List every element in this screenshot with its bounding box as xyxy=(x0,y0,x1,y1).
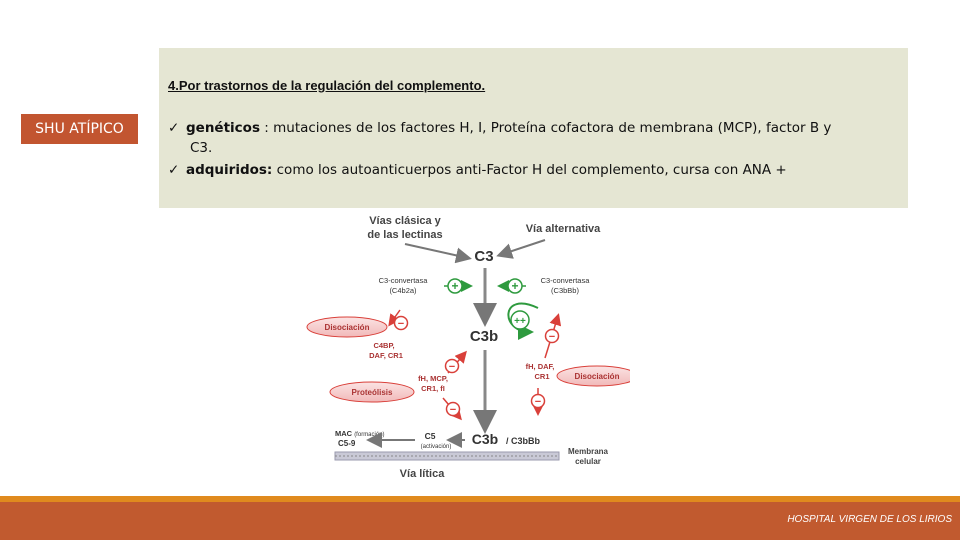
lytic-pathway-label: Vía lítica xyxy=(399,468,445,480)
c3b-bottom-label: C3b xyxy=(471,431,499,447)
c3-convertase-right-1: C3-convertasa xyxy=(540,276,590,285)
bullet-genetic xyxy=(168,118,903,158)
proteolysis-label: Proteólisis xyxy=(351,388,393,397)
classic-arrow xyxy=(405,244,468,258)
minus-sign: − xyxy=(397,318,405,330)
c3-convertase-right-2: (C3bBb) xyxy=(551,286,579,295)
bullet-genetic-continuation: C3. xyxy=(190,140,213,156)
membrane-label-2: celular xyxy=(575,457,601,466)
plus-sign: + xyxy=(511,279,519,293)
plus-plus-sign: ++ xyxy=(514,316,526,327)
classic-pathway-label-2: de las lectinas xyxy=(367,229,443,241)
c3b-label: C3b xyxy=(469,328,499,345)
classic-pathway-label-1: Vías clásica y xyxy=(369,215,441,227)
alternative-pathway-label: Vía alternativa xyxy=(525,223,601,235)
checkmark-icon: ✓ xyxy=(168,162,180,178)
minus-sign: − xyxy=(534,396,542,408)
left-regulators-2: DAF, CR1 xyxy=(369,351,403,360)
minus-sign: − xyxy=(449,404,457,416)
mac-formation-text: (formación) xyxy=(354,432,385,438)
dissociation-right-label: Disociación xyxy=(574,372,620,381)
bullet-acquired-label: adquiridos: xyxy=(186,162,273,178)
footer-hospital-name: HOSPITAL VIRGEN DE LOS LIRIOS xyxy=(787,514,952,525)
bullet-acquired xyxy=(168,160,903,180)
right-regulators-2: CR1 xyxy=(534,372,550,381)
c3-convertase-left-1: C3-convertasa xyxy=(378,276,428,285)
checkmark-icon: ✓ xyxy=(168,120,180,136)
c3bbb-label: / C3bBb xyxy=(506,436,541,446)
mid-regulators-1: fH, MCP, xyxy=(418,374,448,383)
mac-text: MAC xyxy=(335,429,353,438)
c5-activation-label: (activación) xyxy=(420,444,452,450)
side-tag: SHU ATÍPICO xyxy=(21,114,138,144)
left-regulators-1: C4BP, xyxy=(373,341,395,350)
section-heading: 4.Por trastornos de la regulación del complemento. xyxy=(168,78,486,93)
c3-convertase-left-2: (C4b2a) xyxy=(389,286,417,295)
plus-sign: + xyxy=(451,279,459,293)
c5-label: C5 xyxy=(424,431,436,441)
right-regulators-1: fH, DAF, xyxy=(525,362,555,371)
bullet-genetic-label: genéticos xyxy=(186,120,260,136)
bullet-acquired-text: como los autoanticuerpos anti-Factor H del complemento, cursa con ANA + xyxy=(272,162,787,178)
minus-sign: − xyxy=(548,331,556,343)
dissociation-left-label: Disociación xyxy=(324,323,370,332)
alternative-arrow xyxy=(500,240,545,255)
bullet-genetic-text: : mutaciones de los factores H, I, Proteína cofactora de membrana (MCP), factor B y xyxy=(259,120,832,136)
c3-label: C3 xyxy=(474,248,494,265)
c5-9-label: C5-9 xyxy=(338,439,356,448)
complement-pathway-diagram xyxy=(300,208,630,486)
membrane-label-1: Membrana xyxy=(567,447,609,456)
mac-label xyxy=(335,429,385,438)
minus-sign: − xyxy=(448,361,456,373)
mid-regulators-2: CR1, fI xyxy=(421,384,445,393)
